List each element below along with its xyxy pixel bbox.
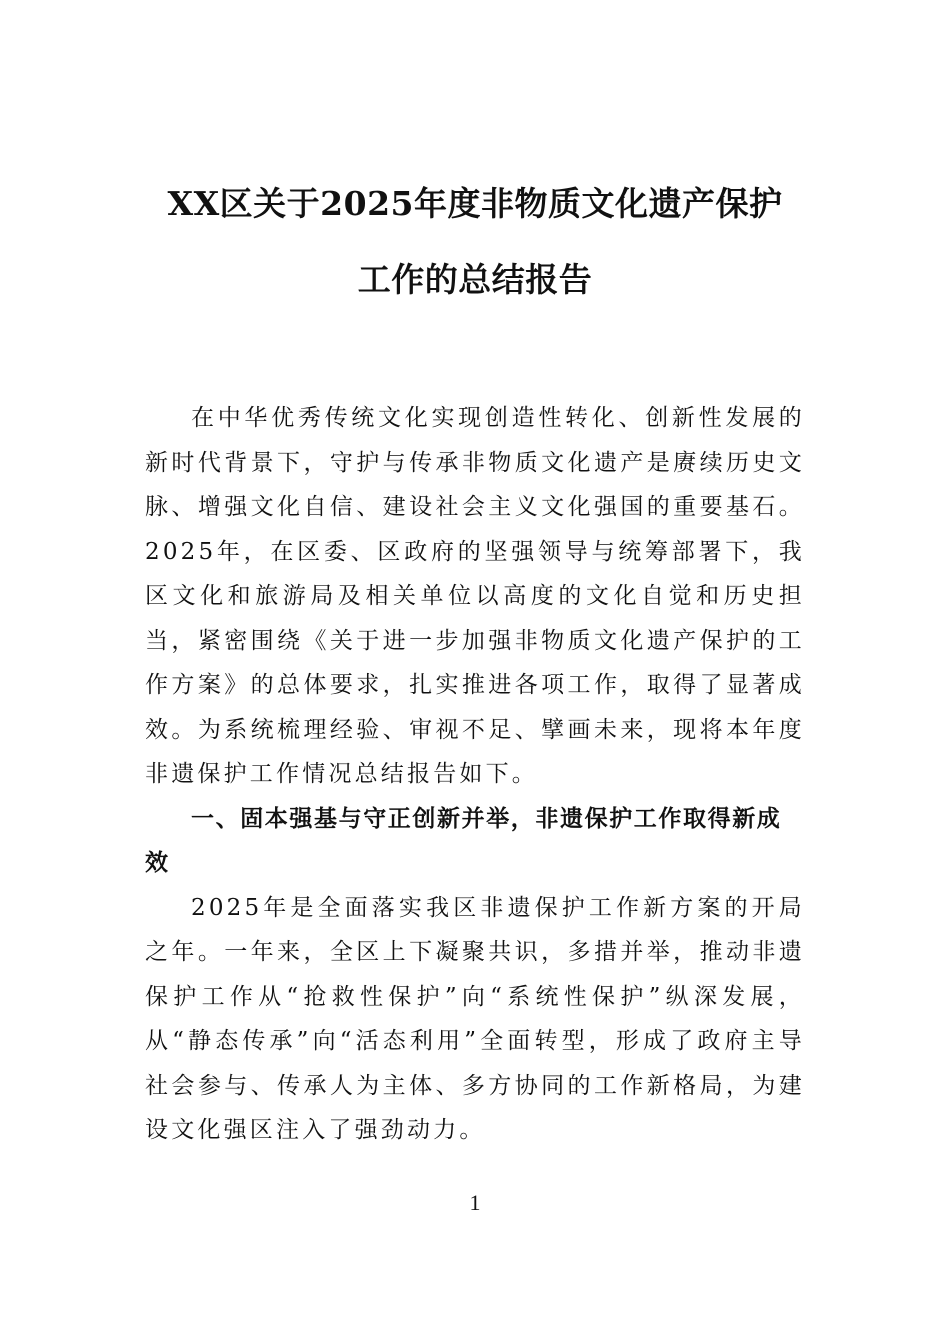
section-1-heading: 一、固本强基与守正创新并举，非遗保护工作取得新成效 <box>145 805 782 876</box>
page-number: 1 <box>469 1190 481 1215</box>
section-1-paragraph: 2025年是全面落实我区非遗保护工作新方案的开局之年。一年来，全区上下凝聚共识，多措并举，推动非遗保护工作从“抢救性保护”向“系统性保护”纵深发展，从“静态传承”向“活态利用”全面转型，形成了政府主导社会参与、传承人为主体、多方协同的工作新格局，为建设文化强区注入了强劲动力。 <box>145 894 805 1143</box>
document-title <box>120 166 830 318</box>
document-body <box>145 396 805 1153</box>
title-line-1: XX区关于2025年度非物质文化遗产保护 <box>167 184 783 223</box>
intro-paragraph: 在中华优秀传统文化实现创造性转化、创新性发展的新时代背景下，守护与传承非物质文化遗产是赓续历史文脉、增强文化自信、建设社会主义文化强国的重要基石。2025年，在区委、区政府的坚强领导与统筹部署下，我区文化和旅游局及相关单位以高度的文化自觉和历史担当，紧密围绕《关于进一步加强非物质文化遗产保护的工作方案》的总体要求，扎实推进各项工作，取得了显著成效。为系统梳理经验、审视不足、擘画未来，现将本年度非遗保护工作情况总结报告如下。 <box>145 405 805 787</box>
title-line-2: 工作的总结报告 <box>357 260 593 299</box>
